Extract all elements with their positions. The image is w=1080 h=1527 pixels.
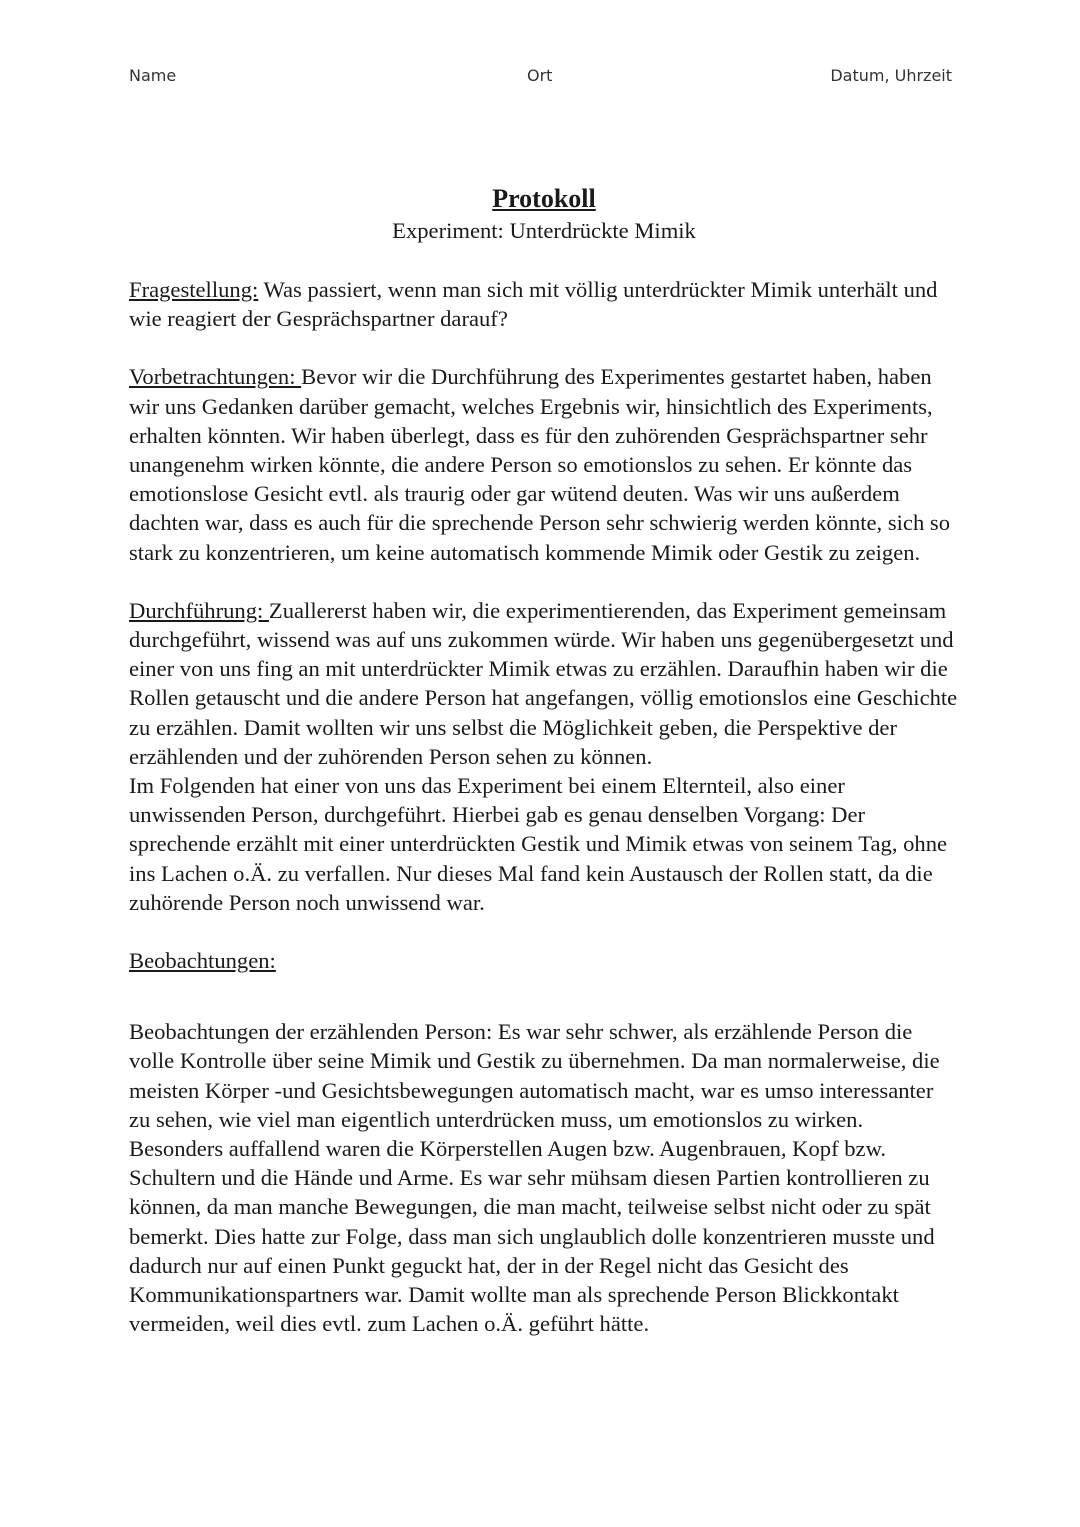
document-body xyxy=(129,182,959,1368)
header-location: Ort xyxy=(527,66,553,85)
section-label-fragestellung: Fragestellung: xyxy=(129,277,259,302)
section-label-beobachtungen: Beobachtungen: xyxy=(129,948,276,974)
section-text-beobachtungen: Beobachtungen der erzählenden Person: Es war sehr schwer, als erzählende Person die volle Kontrolle über seine Mimik und Gestik zu übernehmen. Da man normalerweise, die meisten Körper -und Gesichtsbewegungen automatisch macht, war es umso interessanter zu sehen, wie viel man eigentlich unterdrücken muss, um emotionslos zu wirken. Besonders auffallend waren die Körperstellen Augen bzw. Augenbrauen, Kopf bzw. Schultern und die Hände und Arme. Es war sehr mühsam diesen Partien kontrollieren zu können, da man manche Bewegungen, die man macht, teilweise selbst nicht oder zu spät bemerkt. Dies hatte zur Folge, dass man sich unglaublich dolle konzentrieren musste und dadurch nur auf einen Punkt geguckt hat, der in der Regel nicht das Gesicht des Kommunikationspartners war. Damit wollte man als sprechende Person Blickkontakt vermeiden, weil dies evtl. zum Lachen o.Ä. geführt hätte. xyxy=(129,1019,940,1337)
section-text-fragestellung: Was passiert, wenn man sich mit völlig unterdrückter Mimik unterhält und wie reagiert der Gesprächspartner darauf? xyxy=(129,277,938,332)
section-beobachtungen-heading xyxy=(129,946,959,975)
section-text-vorbetrachtungen: Bevor wir die Durchführung des Experimentes gestartet haben, haben wir uns Gedanken darüber gemacht, welches Ergebnis wir, hinsichtlich des Experiments, erhalten könnten. Wir haben überlegt, dass es für den zuhörenden Gesprächspartner sehr unangenehm wirken könnte, die andere Person so emotionslos zu sehen. Er könnte das emotionslose Gesicht evtl. als traurig oder gar wütend deuten. Was wir uns außerdem dachten war, dass es auch für die sprechende Person sehr schwierig werden könnte, sich so stark zu konzentrieren, um keine automatisch kommende Mimik oder Gestik zu zeigen. xyxy=(129,364,950,565)
section-durchfuehrung xyxy=(129,596,959,771)
header-name: Name xyxy=(129,66,177,85)
section-durchfuehrung-continued: Im Folgenden hat einer von uns das Experiment bei einem Elternteil, also einer unwissenden Person, durchgeführt. Hierbei gab es genau denselben Vorgang: Der sprechende erzählt mit einer unterdrückten Gestik und Mimik etwas von seinem Tag, ohne ins Lachen o.Ä. zu verfallen. Nur dieses Mal fand kein Austausch der Rollen statt, da die zuhörende Person noch unwissend war. xyxy=(129,773,948,915)
document-subtitle: Experiment: Unterdrückte Mimik xyxy=(392,218,696,243)
header-date-time: Datum, Uhrzeit xyxy=(830,66,952,85)
document-title: Protokoll xyxy=(492,184,596,213)
section-label-vorbetrachtungen: Vorbetrachtungen: xyxy=(129,364,302,390)
section-text-durchfuehrung: Zuallererst haben wir, die experimentierenden, das Experiment gemeinsam durchgeführt, wissend was auf uns zukommen würde. Wir haben uns gegenübergesetzt und einer von uns fing an mit unterdrückter Mimik etwas zu erzählen. Daraufhin haben wir die Rollen getauscht und die andere Person hat angefangen, völlig emotionslos eine Geschichte zu erzählen. Damit wollten wir uns selbst die Möglichkeit geben, die Perspektive der erzählenden und der zuhörenden Person sehen zu können. xyxy=(129,597,958,769)
section-vorbetrachtungen xyxy=(129,362,959,566)
section-fragestellung xyxy=(129,275,959,333)
section-label-durchfuehrung: Durchführung: xyxy=(129,597,269,623)
page-header xyxy=(0,66,1080,90)
